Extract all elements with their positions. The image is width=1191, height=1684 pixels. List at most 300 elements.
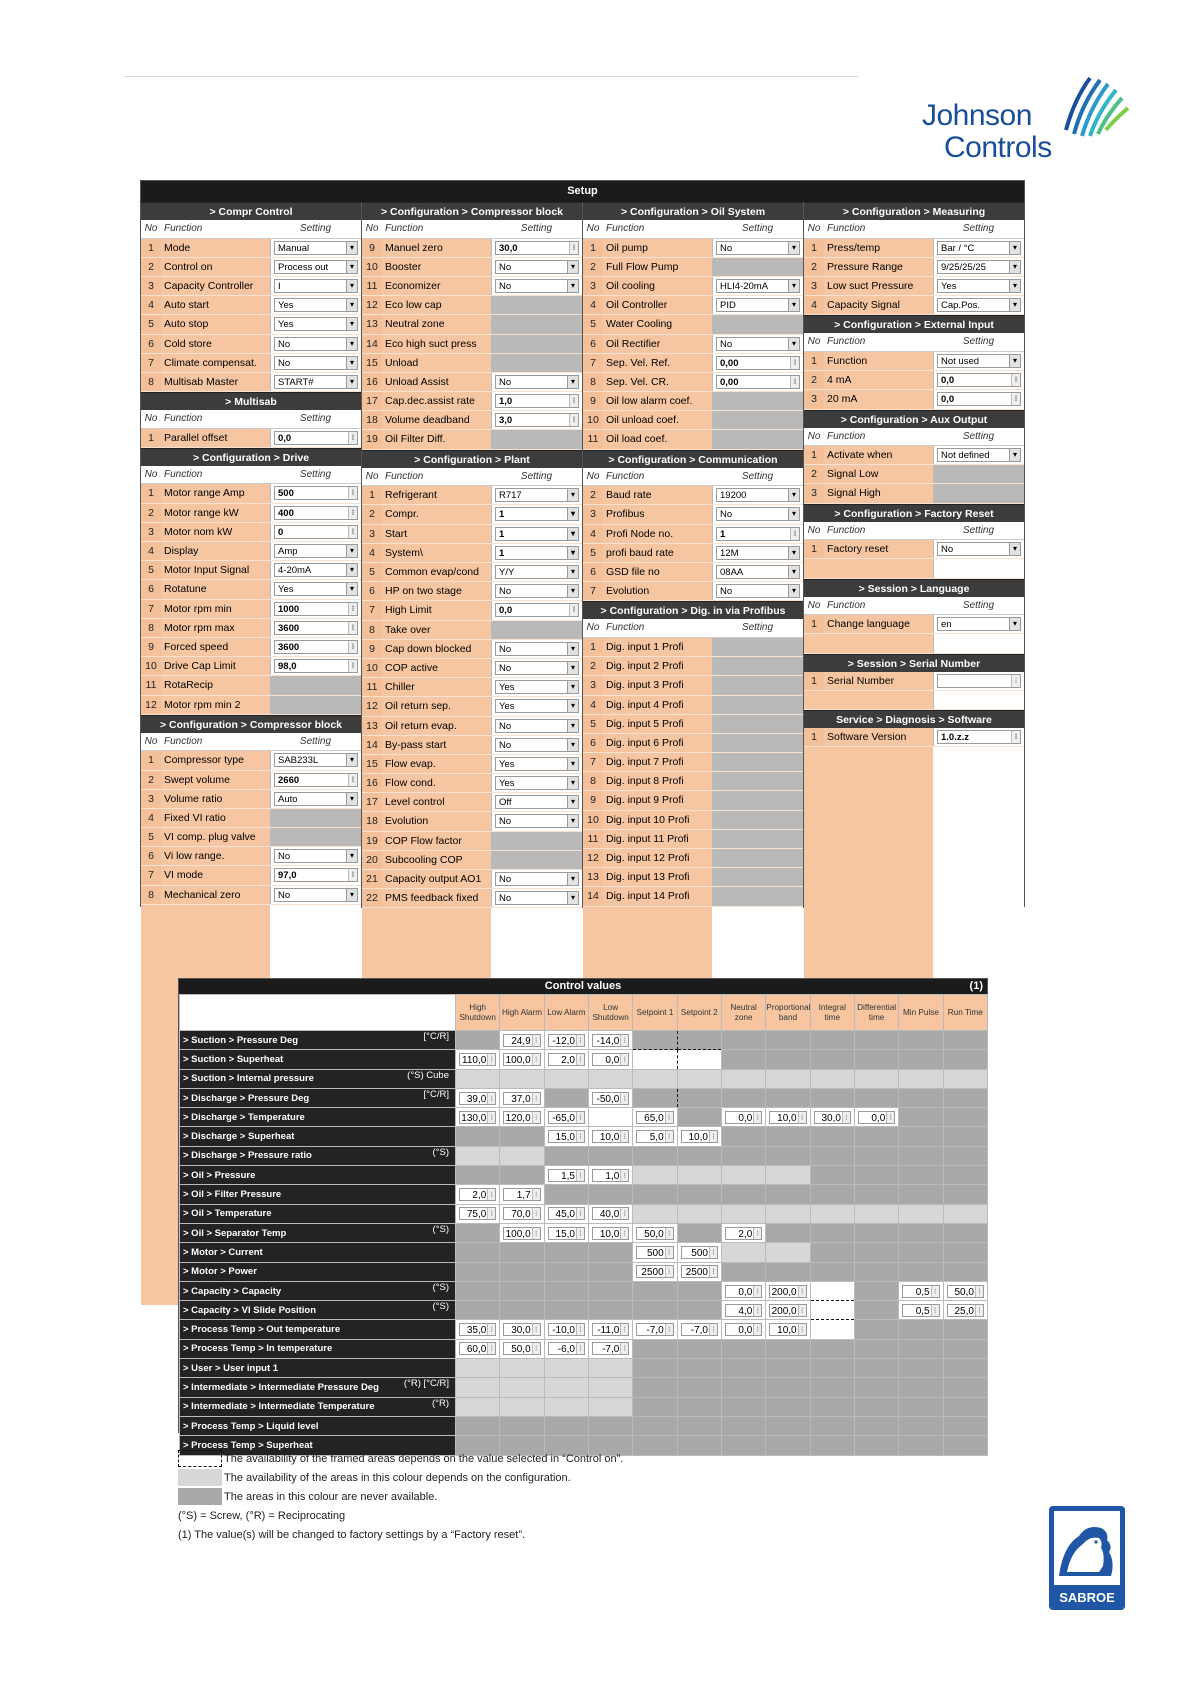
value-cell: [456, 1185, 500, 1204]
unavailable-cell: [943, 1243, 987, 1262]
sub-header-setting: Setting: [962, 223, 995, 234]
value-spinner[interactable]: 0,0 ⁝: [592, 1053, 629, 1066]
value-spinner[interactable]: 0,0 ⁝: [725, 1111, 762, 1124]
setting-dropdown[interactable]: No ▾: [495, 719, 579, 733]
setting-cell: [491, 505, 582, 523]
column-header: High Alarm: [500, 995, 544, 1031]
sub-header-setting: Setting: [741, 622, 774, 634]
control-row: [180, 1108, 988, 1127]
setting-cell: [270, 809, 361, 827]
function-label: COP active: [382, 659, 491, 677]
setting-dropdown[interactable]: 4-20mA ▾: [274, 563, 358, 577]
unavailable-cell: [854, 1281, 898, 1300]
value-spinner[interactable]: -50,0 ⁝: [592, 1092, 629, 1105]
column-header: Run Time: [943, 995, 987, 1031]
row-label-text: > Discharge > Temperature: [183, 1111, 305, 1123]
setting-dropdown[interactable]: No ▾: [716, 241, 800, 255]
row-number: 11: [141, 676, 161, 694]
row-label-text: > Suction > Superheat: [183, 1053, 284, 1065]
value-cell: [456, 1088, 500, 1107]
config-cell: [500, 1378, 544, 1397]
value-cell: [766, 1281, 810, 1300]
value-cell: [500, 1050, 544, 1069]
setting-cell: [712, 277, 803, 295]
value-spinner[interactable]: 500 ⁝: [681, 1246, 718, 1259]
setting-spinner[interactable]: 3600 ⁝: [274, 640, 358, 654]
setting-dropdown[interactable]: No ▾: [495, 642, 579, 656]
value-spinner[interactable]: 0,0 ⁝: [858, 1111, 895, 1124]
row-number: 13: [583, 868, 603, 886]
row-number: 13: [362, 717, 382, 735]
setting-cell: [712, 657, 803, 675]
function-label: Dig. input 7 Profi: [603, 753, 712, 771]
setting-spinner[interactable]: 1000 ⁝: [274, 602, 358, 616]
value-spinner[interactable]: 30,0 ⁝: [814, 1111, 851, 1124]
setting-spinner[interactable]: 1,0 ⁝: [495, 394, 579, 408]
setting-dropdown[interactable]: Not defined ▾: [937, 448, 1021, 462]
unavailable-cell: [766, 1397, 810, 1416]
setting-dropdown[interactable]: Yes ▾: [937, 279, 1021, 293]
function-label: Evolution: [603, 582, 712, 600]
value-spinner[interactable]: 45,0 ⁝: [548, 1207, 585, 1220]
function-label: Function: [824, 352, 933, 370]
config-cell: [810, 1204, 854, 1223]
value-spinner[interactable]: -6,0 ⁝: [548, 1342, 585, 1355]
setting-row: [362, 640, 582, 659]
setting-dropdown[interactable]: R717 ▾: [495, 488, 579, 502]
value-spinner[interactable]: 2500 ⁝: [636, 1265, 673, 1278]
setting-cell: [712, 772, 803, 790]
row-number: 7: [362, 601, 382, 619]
setting-dropdown[interactable]: No ▾: [495, 738, 579, 752]
sub-header-row: [804, 428, 1024, 447]
value-spinner[interactable]: 65,0 ⁝: [636, 1111, 673, 1124]
setting-dropdown[interactable]: No ▾: [495, 260, 579, 274]
setting-cell: [933, 258, 1024, 276]
function-label: Signal Low: [824, 465, 933, 483]
value-spinner[interactable]: 0,0 ⁝: [725, 1323, 762, 1336]
config-cell: [943, 1069, 987, 1088]
function-label: Dig. input 13 Profi: [603, 868, 712, 886]
setting-dropdown[interactable]: 1 ▾: [495, 546, 579, 560]
setting-cell: [491, 258, 582, 276]
row-number: 18: [362, 411, 382, 429]
value-spinner[interactable]: 1,0 ⁝: [592, 1169, 629, 1182]
row-number: 2: [583, 657, 603, 675]
unavailable-cell: [500, 1243, 544, 1262]
setting-spinner[interactable]: 3,0 ⁝: [495, 413, 579, 427]
setting-dropdown[interactable]: No ▾: [495, 584, 579, 598]
control-row: [180, 1204, 988, 1223]
setting-row: [583, 676, 803, 695]
setting-dropdown[interactable]: No ▾: [495, 661, 579, 675]
value-spinner[interactable]: 200,0 ⁝: [769, 1285, 806, 1298]
setting-dropdown[interactable]: en ▾: [937, 617, 1021, 631]
value-spinner[interactable]: 10,0 ⁝: [769, 1323, 806, 1336]
setting-row: [583, 486, 803, 505]
setting-dropdown[interactable]: No ▾: [716, 584, 800, 598]
column-header: Proportional band: [766, 995, 810, 1031]
value-spinner[interactable]: 50,0 ⁝: [503, 1342, 540, 1355]
setting-dropdown[interactable]: 19200 ▾: [716, 488, 800, 502]
sub-header-function: Function: [385, 470, 424, 482]
unavailable-cell: [677, 1416, 721, 1435]
setting-row: [362, 239, 582, 258]
setting-cell: [270, 277, 361, 295]
function-label: Eco high suct press: [382, 335, 491, 353]
value-spinner[interactable]: 40,0 ⁝: [592, 1207, 629, 1220]
value-spinner[interactable]: 1,7 ⁝: [503, 1188, 540, 1201]
value-cell: [633, 1108, 677, 1127]
value-spinner[interactable]: 50,0 ⁝: [636, 1227, 673, 1240]
value-spinner[interactable]: 75,0 ⁝: [459, 1207, 496, 1220]
setting-dropdown[interactable]: No ▾: [716, 337, 800, 351]
value-spinner[interactable]: 10,0 ⁝: [769, 1111, 806, 1124]
sub-header-setting: Setting: [741, 470, 774, 482]
setting-row: [362, 486, 582, 505]
function-label: Level control: [382, 793, 491, 811]
function-label: By-pass start: [382, 736, 491, 754]
row-label-text: > Suction > Pressure Deg: [183, 1034, 299, 1046]
setting-row: [804, 390, 1024, 409]
setting-dropdown[interactable]: 12M ▾: [716, 546, 800, 560]
setting-row: [583, 830, 803, 849]
setting-spinner[interactable]: 1.0.z.z ⁝: [937, 730, 1021, 744]
value-spinner[interactable]: -12,0 ⁝: [548, 1034, 585, 1047]
value-spinner[interactable]: 37,0 ⁝: [503, 1092, 540, 1105]
row-number: 3: [141, 790, 161, 808]
setting-dropdown[interactable]: No ▾: [274, 888, 358, 902]
unavailable-cell: [810, 1185, 854, 1204]
value-spinner[interactable]: -7,0 ⁝: [681, 1323, 718, 1336]
value-spinner[interactable]: -10,0 ⁝: [548, 1323, 585, 1336]
value-spinner[interactable]: 130,0 ⁝: [459, 1111, 496, 1124]
value-spinner[interactable]: -11,0 ⁝: [592, 1323, 629, 1336]
setting-dropdown[interactable]: 9/25/25/25 ▾: [937, 260, 1021, 274]
sub-header-function: Function: [827, 223, 866, 234]
value-spinner[interactable]: 100,0 ⁝: [503, 1053, 540, 1066]
setting-dropdown[interactable]: Yes ▾: [495, 776, 579, 790]
row-number: 7: [141, 600, 161, 618]
value-spinner[interactable]: -14,0 ⁝: [592, 1034, 629, 1047]
function-label: RotaRecip: [161, 676, 270, 694]
setting-dropdown[interactable]: No ▾: [937, 542, 1021, 556]
setting-spinner[interactable]: 500 ⁝: [274, 486, 358, 500]
row-number: 2: [141, 504, 161, 522]
setting-dropdown[interactable]: Yes ▾: [495, 680, 579, 694]
control-row: [180, 1185, 988, 1204]
value-spinner[interactable]: 1,5 ⁝: [548, 1169, 585, 1182]
value-spinner[interactable]: 0,0 ⁝: [725, 1285, 762, 1298]
row-label-text: > Capacity > VI Slide Position: [183, 1304, 317, 1316]
row-number: 15: [362, 755, 382, 773]
unavailable-cell: [721, 1339, 765, 1358]
setting-cell: [270, 790, 361, 808]
setting-row: [362, 736, 582, 755]
setting-dropdown[interactable]: HLI4-20mA ▾: [716, 279, 800, 293]
row-label-text: > Suction > Internal pressure: [183, 1073, 314, 1085]
row-label: [180, 1204, 456, 1223]
config-cell: [721, 1204, 765, 1223]
setting-spinner[interactable]: 0 ⁝: [274, 525, 358, 539]
unavailable-cell: [899, 1416, 943, 1435]
setting-spinner[interactable]: 0,00 ⁝: [716, 356, 800, 370]
row-number: 17: [362, 793, 382, 811]
value-spinner[interactable]: -7,0 ⁝: [636, 1323, 673, 1336]
unavailable-cell: [633, 1416, 677, 1435]
value-spinner[interactable]: 5,0 ⁝: [636, 1130, 673, 1143]
unavailable-cell: [456, 1223, 500, 1242]
row-number: 7: [583, 582, 603, 600]
setting-dropdown[interactable]: Y/Y ▾: [495, 565, 579, 579]
value-spinner[interactable]: 120,0 ⁝: [503, 1111, 540, 1124]
setting-dropdown[interactable]: Yes ▾: [495, 757, 579, 771]
value-spinner[interactable]: 4,0 ⁝: [725, 1304, 762, 1317]
value-spinner[interactable]: 0,5 ⁝: [902, 1285, 939, 1298]
unavailable-cell: [544, 1146, 588, 1165]
setting-dropdown[interactable]: Auto ▾: [274, 792, 358, 806]
setting-dropdown[interactable]: Bar / °C ▾: [937, 241, 1021, 255]
setting-dropdown[interactable]: 1 ▾: [495, 507, 579, 521]
row-number: 10: [583, 411, 603, 429]
value-spinner[interactable]: 100,0 ⁝: [503, 1227, 540, 1240]
logo-stripes-icon: [1060, 70, 1132, 142]
setting-cell: [491, 640, 582, 658]
value-spinner[interactable]: 60,0 ⁝: [459, 1342, 496, 1355]
function-label: VI comp. plug valve: [161, 828, 270, 846]
setting-row: [362, 889, 582, 908]
setting-dropdown[interactable]: Not used ▾: [937, 354, 1021, 368]
unavailable-cell: [899, 1397, 943, 1416]
unavailable-cell: [677, 1378, 721, 1397]
value-spinner[interactable]: 25,0 ⁝: [947, 1304, 984, 1317]
config-cell: [677, 1204, 721, 1223]
setting-cell: [491, 296, 582, 314]
setting-cell: [712, 296, 803, 314]
value-spinner[interactable]: 0,5 ⁝: [902, 1304, 939, 1317]
setting-dropdown[interactable]: Manual ▾: [274, 241, 358, 255]
config-cell: [500, 1397, 544, 1416]
value-spinner[interactable]: 500 ⁝: [636, 1246, 673, 1259]
setting-dropdown[interactable]: 08AA ▾: [716, 565, 800, 579]
setting-cell: [491, 678, 582, 696]
function-label: Baud rate: [603, 486, 712, 504]
value-spinner[interactable]: 10,0 ⁝: [592, 1227, 629, 1240]
setting-row: [362, 411, 582, 430]
setting-dropdown[interactable]: SAB233L ▾: [274, 753, 358, 767]
setting-cell: [712, 696, 803, 714]
config-cell: [633, 1069, 677, 1088]
setting-spinner[interactable]: 3600 ⁝: [274, 621, 358, 635]
value-spinner[interactable]: 39,0 ⁝: [459, 1092, 496, 1105]
setting-row: [583, 638, 803, 657]
setting-cell: [491, 870, 582, 888]
config-cell: [810, 1069, 854, 1088]
setting-dropdown[interactable]: 1 ▾: [495, 527, 579, 541]
setting-dropdown[interactable]: No ▾: [274, 849, 358, 863]
setting-cell: [933, 615, 1024, 633]
setting-cell: [270, 523, 361, 541]
setting-cell: [712, 486, 803, 504]
function-label: Cold store: [161, 335, 270, 353]
setting-spinner[interactable]: 1 ⁝: [716, 527, 800, 541]
row-number: 4: [141, 296, 161, 314]
unavailable-cell: [544, 1088, 588, 1107]
sub-header-row: [804, 333, 1024, 352]
function-label: Rotatune: [161, 580, 270, 598]
setting-dropdown[interactable]: START# ▾: [274, 375, 358, 389]
setting-dropdown[interactable]: No ▾: [495, 375, 579, 389]
sub-header-no: No: [586, 622, 600, 634]
setting-dropdown[interactable]: No ▾: [495, 814, 579, 828]
value-spinner[interactable]: 10,0 ⁝: [681, 1130, 718, 1143]
value-spinner[interactable]: 2500 ⁝: [681, 1265, 718, 1278]
row-number: 5: [141, 828, 161, 846]
function-label: Sep. Vel. CR.: [603, 373, 712, 391]
row-number: 3: [362, 525, 382, 543]
row-label: [180, 1088, 456, 1107]
setting-dropdown[interactable]: Yes ▾: [274, 298, 358, 312]
setting-spinner[interactable]: 97,0 ⁝: [274, 868, 358, 882]
setting-spinner[interactable]: 0,00 ⁝: [716, 375, 800, 389]
setting-row: [804, 258, 1024, 277]
setting-spinner[interactable]: 0,0 ⁝: [274, 431, 358, 445]
section-header: > Configuration > Aux Output: [804, 410, 1024, 428]
setting-spinner[interactable]: 400 ⁝: [274, 506, 358, 520]
unavailable-cell: [943, 1320, 987, 1339]
row-label-text: > Process Temp > Out temperature: [183, 1324, 341, 1336]
row-label: [180, 1185, 456, 1204]
function-label: Take over: [382, 621, 491, 639]
row-label: [180, 1359, 456, 1378]
setting-spinner[interactable]: [937, 674, 1021, 688]
setting-cell: [933, 540, 1024, 558]
setting-dropdown[interactable]: Process out ▾: [274, 260, 358, 274]
setting-cell: [712, 354, 803, 372]
setting-dropdown[interactable]: I ▾: [274, 279, 358, 293]
row-number: 4: [583, 696, 603, 714]
setting-dropdown[interactable]: Off ▾: [495, 795, 579, 809]
value-spinner[interactable]: -7,0 ⁝: [592, 1342, 629, 1355]
setting-dropdown[interactable]: No ▾: [274, 337, 358, 351]
setting-cell: [270, 315, 361, 333]
setting-dropdown[interactable]: Yes ▾: [274, 317, 358, 331]
setting-dropdown[interactable]: No ▾: [495, 872, 579, 886]
row-number: 10: [362, 258, 382, 276]
setting-cell: [712, 525, 803, 543]
function-label: Profi Node no.: [603, 525, 712, 543]
setting-dropdown[interactable]: No ▾: [495, 891, 579, 905]
control-row: [180, 1339, 988, 1358]
function-label: Auto start: [161, 296, 270, 314]
unavailable-cell: [766, 1146, 810, 1165]
setting-spinner[interactable]: 98,0 ⁝: [274, 659, 358, 673]
function-label: Swept volume: [161, 771, 270, 789]
row-number: 12: [362, 697, 382, 715]
value-spinner[interactable]: 15,0 ⁝: [548, 1130, 585, 1143]
framed-cell: [633, 1088, 677, 1107]
setting-spinner[interactable]: 2660 ⁝: [274, 773, 358, 787]
setting-dropdown[interactable]: No ▾: [716, 507, 800, 521]
setting-spinner[interactable]: 0,0 ⁝: [937, 373, 1021, 387]
value-spinner[interactable]: 35,0 ⁝: [459, 1323, 496, 1336]
value-spinner[interactable]: 10,0 ⁝: [592, 1130, 629, 1143]
row-number: 2: [362, 505, 382, 523]
value-spinner[interactable]: 70,0 ⁝: [503, 1207, 540, 1220]
config-cell: [500, 1146, 544, 1165]
setting-dropdown[interactable]: Yes ▾: [274, 582, 358, 596]
row-label-text: > Process Temp > In temperature: [183, 1343, 333, 1355]
setting-cell: [491, 354, 582, 372]
value-spinner[interactable]: 15,0 ⁝: [548, 1227, 585, 1240]
sub-header-no: No: [807, 430, 821, 442]
setting-spinner[interactable]: 0,0 ⁝: [495, 603, 579, 617]
row-label-text: > Capacity > Capacity: [183, 1285, 282, 1297]
setting-cell: [712, 315, 803, 333]
setting-row: [362, 296, 582, 315]
value-cell: [677, 1320, 721, 1339]
sub-header-no: No: [365, 223, 379, 234]
setting-row: [362, 793, 582, 812]
sub-header-setting: Setting: [962, 599, 995, 611]
control-row: [180, 1378, 988, 1397]
function-label: Motor rpm min: [161, 600, 270, 618]
setting-dropdown[interactable]: Yes ▾: [495, 699, 579, 713]
sub-header-row: [362, 220, 582, 239]
unavailable-cell: [456, 1031, 500, 1050]
setting-row: [583, 335, 803, 354]
setting-dropdown[interactable]: PID ▾: [716, 298, 800, 312]
value-spinner[interactable]: 200,0 ⁝: [769, 1304, 806, 1317]
setting-cell: [270, 354, 361, 372]
row-label-extra: (°S): [432, 1223, 449, 1235]
value-cell: [544, 1320, 588, 1339]
unavailable-cell: [854, 1397, 898, 1416]
unavailable-cell: [588, 1262, 632, 1281]
setting-dropdown[interactable]: No ▾: [274, 356, 358, 370]
value-spinner[interactable]: 2,0 ⁝: [725, 1227, 762, 1240]
setting-spinner[interactable]: 30,0 ⁝: [495, 241, 579, 255]
value-cell: [766, 1108, 810, 1127]
setting-dropdown[interactable]: Cap.Pos. ▾: [937, 298, 1021, 312]
value-spinner[interactable]: 2,0 ⁝: [548, 1053, 585, 1066]
setting-cell: [270, 657, 361, 675]
unavailable-cell: [588, 1185, 632, 1204]
setting-row: [583, 887, 803, 906]
unavailable-cell: [810, 1127, 854, 1146]
value-spinner[interactable]: 2,0 ⁝: [459, 1188, 496, 1201]
setup-column: [804, 202, 1024, 908]
row-number: 11: [362, 678, 382, 696]
unavailable-cell: [721, 1378, 765, 1397]
dark-gray-swatch: [178, 1488, 222, 1505]
value-spinner[interactable]: 30,0 ⁝: [503, 1323, 540, 1336]
sabroe-logo: [1049, 1506, 1125, 1610]
function-label: Fixed VI ratio: [161, 809, 270, 827]
unavailable-cell: [766, 1359, 810, 1378]
setting-spinner[interactable]: 0,0 ⁝: [937, 392, 1021, 406]
row-label: [180, 1166, 456, 1185]
value-spinner[interactable]: 110,0 ⁝: [459, 1053, 496, 1066]
setting-dropdown[interactable]: Amp ▾: [274, 544, 358, 558]
unavailable-cell: [899, 1243, 943, 1262]
value-spinner[interactable]: 24,9 ⁝: [503, 1034, 540, 1047]
value-spinner[interactable]: -65,0 ⁝: [548, 1111, 585, 1124]
config-cell: [456, 1378, 500, 1397]
value-cell: [721, 1301, 765, 1320]
setting-dropdown[interactable]: No ▾: [495, 279, 579, 293]
value-spinner[interactable]: 50,0 ⁝: [947, 1285, 984, 1298]
